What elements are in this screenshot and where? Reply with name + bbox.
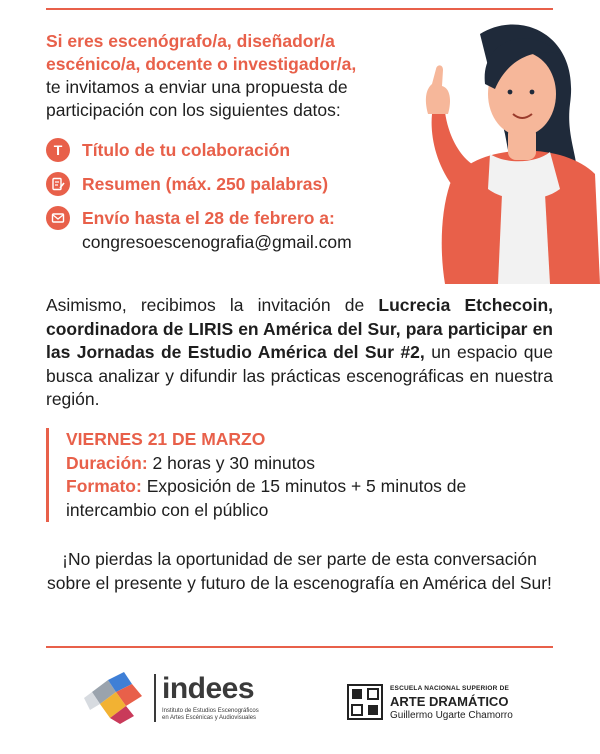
logo-divider (154, 674, 156, 722)
shirt-front (498, 194, 550, 284)
school-logo (346, 683, 526, 723)
school-emblem-icon (346, 683, 384, 721)
duration-label: Duración: (66, 452, 148, 473)
event-day: VIERNES 21 DE MARZO (66, 429, 266, 449)
indees-mark-icon (82, 672, 150, 724)
closing-message: ¡No pierdas la oportunidad de ser parte de esta conversación sobre el presente y futuro de la escenografía en América del Sur! (47, 549, 552, 593)
intro-body: te invitamos a enviar una propuesta de participación con los siguientes datos: (46, 77, 348, 120)
bottom-divider (46, 646, 553, 648)
requirement-email (46, 206, 352, 254)
duration-value: 2 horas y 30 minutos (147, 452, 315, 473)
intro-text (46, 30, 426, 122)
indees-wordmark: indees (162, 672, 255, 705)
letter-t-icon: T (46, 138, 70, 162)
requirement-title (46, 138, 290, 162)
school-line2: ARTE DRAMÁTICO (390, 694, 509, 709)
requirement-summary (46, 172, 328, 196)
indees-subtitle: Instituto de Estudios Escenográficos en Artes Escénicas y Audiovisuales (162, 708, 259, 721)
invitation-bold: Lucrecia Etchecoin, coordinadora de LIRIS en América del Sur, para participar en las Jornadas de Estudio América del Sur #2, (46, 295, 553, 362)
eye-right (530, 90, 535, 95)
event-format (66, 475, 506, 522)
invitation-paragraph (46, 294, 553, 412)
intro-highlight-line2: escénico/a, docente o investigador/a, (46, 54, 357, 74)
event-duration (66, 452, 506, 476)
top-divider (46, 8, 553, 10)
envelope-icon (46, 206, 70, 230)
edit-document-icon (46, 172, 70, 196)
format-label: Formato: (66, 476, 142, 496)
requirement-label: Resumen (máx. 250 palabras) (82, 174, 329, 194)
school-line3: Guillermo Ugarte Chamorro (390, 710, 513, 721)
requirement-label: Envío hasta el 28 de febrero a: (82, 208, 335, 228)
event-details (46, 428, 506, 522)
eye-left (508, 90, 513, 95)
contact-email[interactable]: congresoescenografia@gmail.com (82, 232, 352, 252)
woman-illustration (410, 14, 600, 284)
indees-logo (82, 668, 262, 728)
invitation-prefix: Asimismo, recibimos la invitación de (46, 295, 379, 315)
hand (426, 65, 450, 114)
requirement-label: Título de tu colaboración (82, 140, 291, 160)
school-line1: ESCUELA NACIONAL SUPERIOR DE (390, 685, 510, 692)
format-value: Exposición de 15 minutos + 5 minutos de intercambio con el público (66, 476, 467, 520)
invitation-suffix: un espacio que busca analizar y difundir las prácticas escenográficas en nuestra región. (46, 342, 553, 409)
intro-highlight-line1: Si eres escenógrafo/a, diseñador/a (46, 31, 335, 51)
